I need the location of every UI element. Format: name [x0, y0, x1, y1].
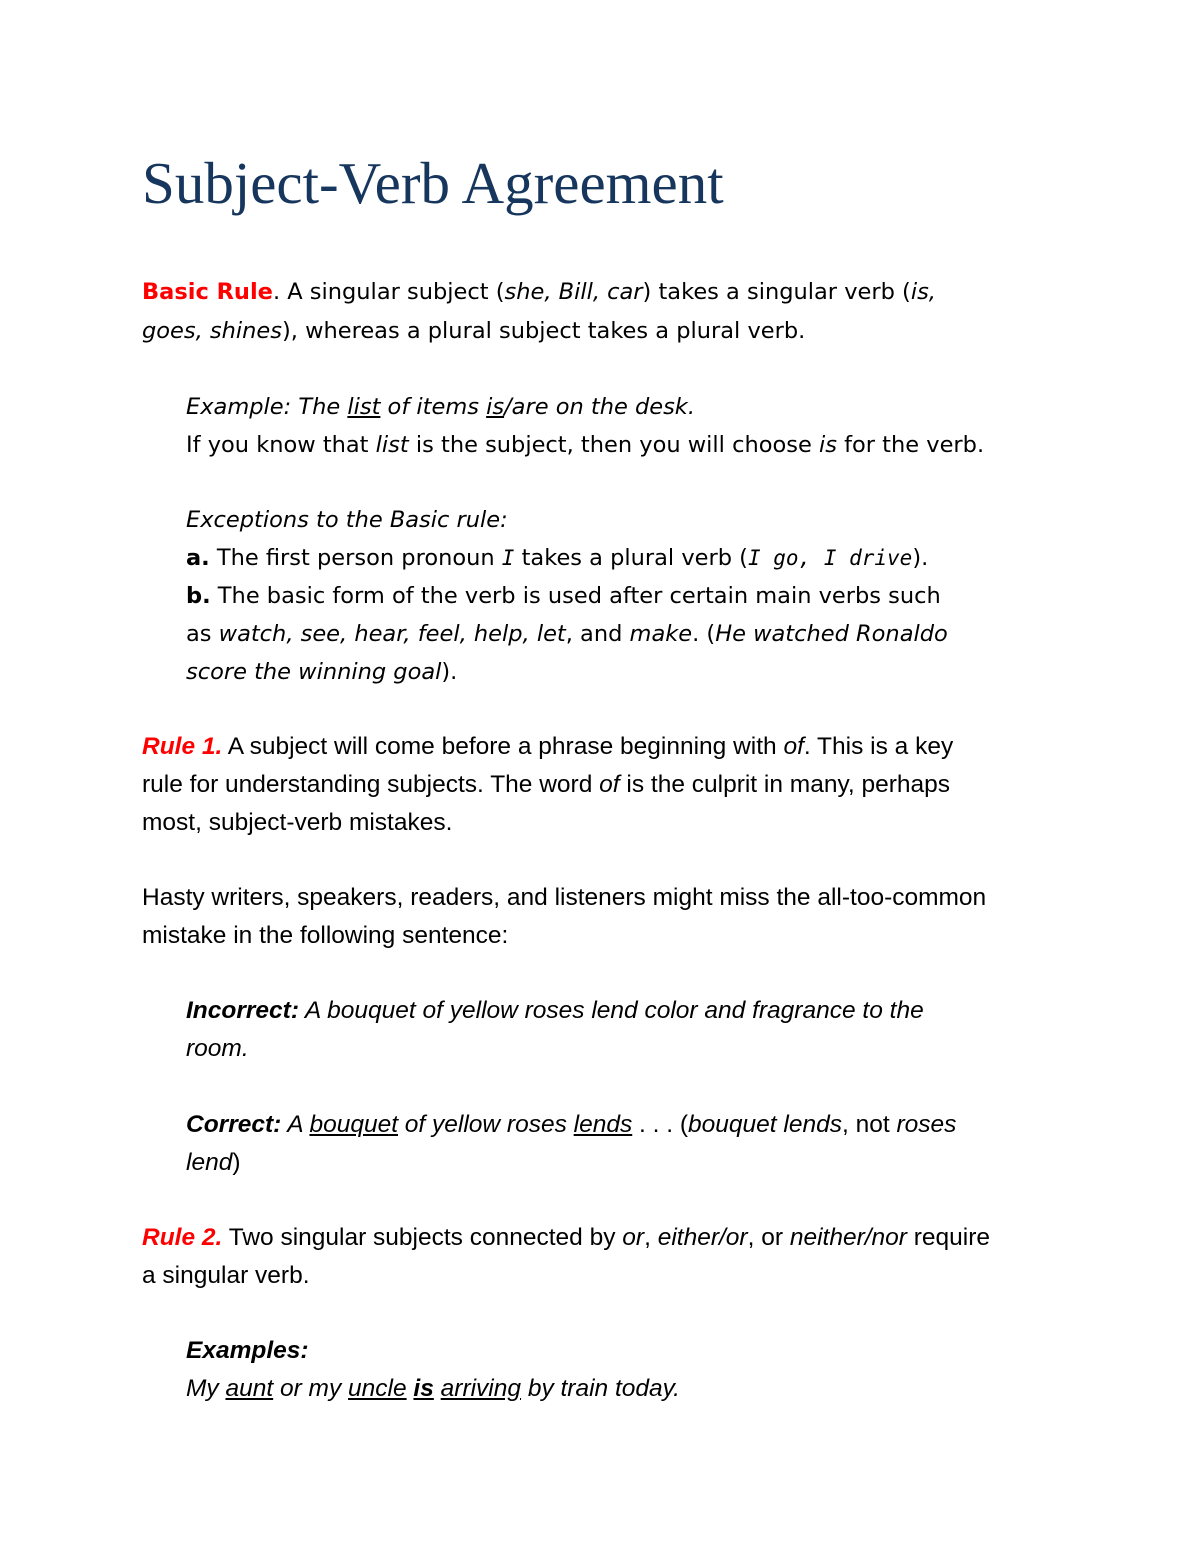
basic-rule-verb-examples: is,: [910, 279, 936, 305]
rule-2-line-1: [142, 1223, 990, 1253]
exceptions-heading: Exceptions to the Basic rule:: [186, 507, 508, 533]
example-text: Example: The: [186, 394, 348, 420]
rule-2-text: Two singular subjects connected by: [222, 1224, 623, 1251]
examples-text: [434, 1375, 441, 1402]
basic-rule-line-1: [142, 277, 936, 307]
basic-rule-text: . A singular subject (: [272, 279, 505, 305]
example-explanation-subject: list: [375, 432, 409, 458]
correct-example-line-1: [186, 1110, 956, 1140]
basic-rule-label: Basic Rule: [142, 279, 273, 305]
examples-verb: is: [413, 1375, 434, 1402]
incorrect-example-line-2: room.: [186, 1035, 249, 1062]
basic-rule-subject-examples: she, Bill, car: [504, 279, 643, 305]
exception-a-examples: I go, I drive: [747, 546, 913, 570]
examples-sentence: [186, 1374, 680, 1404]
examples-verb: arriving: [440, 1375, 522, 1402]
exception-a-text: The first person pronoun: [209, 545, 502, 571]
rule-1-label: Rule 1.: [142, 733, 223, 760]
example-line-2: [186, 430, 984, 460]
rule-1-line-1: [142, 732, 953, 762]
rule-1-text: A subject will come before a phrase beginning with: [222, 733, 784, 760]
correct-sentence: A: [281, 1111, 310, 1138]
rule-1-text: rule for understanding subjects. The word: [142, 771, 600, 798]
incorrect-label: Incorrect:: [186, 997, 300, 1024]
rule-2-connector: either/or: [657, 1224, 748, 1251]
correct-verb: lends: [573, 1111, 633, 1138]
exception-a-pronoun: I: [501, 546, 515, 570]
example-line-1: [186, 392, 695, 422]
basic-rule-line-2: [142, 316, 805, 346]
incorrect-example-line-1: [186, 996, 924, 1026]
exception-a: [186, 543, 928, 573]
rule-2-line-2: a singular verb.: [142, 1262, 310, 1289]
exception-a-text: ).: [912, 545, 929, 571]
correct-label: Correct:: [186, 1111, 282, 1138]
examples-subject: uncle: [348, 1375, 407, 1402]
exception-b-verbs: watch, see, hear, feel, help, let: [218, 621, 566, 647]
exception-b-text: , and: [565, 621, 630, 647]
example-text: /are on the desk.: [504, 394, 695, 420]
correct-explanation: bouquet lends: [688, 1111, 842, 1138]
examples-subject: aunt: [225, 1375, 274, 1402]
rule-2-text: ,: [644, 1224, 658, 1251]
exception-a-text: takes a plural verb (: [514, 545, 748, 571]
example-explanation: If you know that: [186, 432, 376, 458]
rule-1-keyword: of: [783, 733, 804, 760]
exception-b-line-2: [186, 619, 948, 649]
rule-1-text: . This is a key: [803, 733, 954, 760]
exception-b-line-3: [186, 657, 457, 687]
exception-b-example: score the winning goal: [186, 659, 442, 685]
exception-b-label: b.: [186, 583, 211, 609]
page-title: Subject-Verb Agreement: [142, 150, 724, 216]
examples-text: or my: [273, 1375, 349, 1402]
example-explanation-verb: is: [818, 432, 837, 458]
basic-rule-text: ) takes a singular verb (: [642, 279, 911, 305]
correct-sentence: . . . (: [632, 1111, 689, 1138]
exception-b-text: . (: [692, 621, 716, 647]
exception-b-text: The basic form of the verb is used after certain main verbs such: [210, 583, 941, 609]
correct-subject: bouquet: [309, 1111, 398, 1138]
examples-text: My: [186, 1375, 226, 1402]
rule-2-text: require: [906, 1224, 991, 1251]
rule-2-label: Rule 2.: [142, 1224, 223, 1251]
hasty-paragraph-line-1: Hasty writers, speakers, readers, and listeners might miss the all-too-common: [142, 884, 987, 911]
example-explanation: is the subject, then you will choose: [408, 432, 819, 458]
rule-2-text: , or: [747, 1224, 790, 1251]
example-text: of items: [380, 394, 487, 420]
incorrect-sentence: A bouquet of yellow roses lend color and fragrance to the: [299, 997, 924, 1024]
rule-1-keyword: of: [599, 771, 620, 798]
exception-b-verbs: make: [629, 621, 693, 647]
exception-b-text: ).: [441, 659, 458, 685]
rule-1-line-3: most, subject-verb mistakes.: [142, 809, 453, 836]
examples-text: by train today.: [521, 1375, 680, 1402]
basic-rule-verb-examples: goes, shines: [142, 318, 282, 344]
hasty-paragraph-line-2: mistake in the following sentence:: [142, 922, 509, 949]
correct-sentence: of yellow roses: [398, 1111, 574, 1138]
correct-explanation: ): [232, 1149, 241, 1176]
rule-2-connector: neither/nor: [789, 1224, 907, 1251]
examples-heading: Examples:: [186, 1337, 309, 1364]
exception-b-text: as: [186, 621, 219, 647]
correct-explanation: lend: [186, 1149, 233, 1176]
example-explanation: for the verb.: [836, 432, 985, 458]
rule-1-text: is the culprit in many, perhaps: [619, 771, 951, 798]
correct-explanation: , not: [842, 1111, 897, 1138]
rule-1-line-2: [142, 770, 950, 800]
example-subject: list: [347, 394, 381, 420]
exception-b-line-1: [186, 581, 941, 611]
exception-b-example: He watched Ronaldo: [715, 621, 948, 647]
example-verb: is: [486, 394, 505, 420]
rule-2-connector: or: [622, 1224, 645, 1251]
basic-rule-text: ), whereas a plural subject takes a plural verb.: [281, 318, 806, 344]
correct-explanation: roses: [896, 1111, 957, 1138]
correct-example-line-2: [186, 1148, 241, 1178]
exception-a-label: a.: [186, 545, 210, 571]
